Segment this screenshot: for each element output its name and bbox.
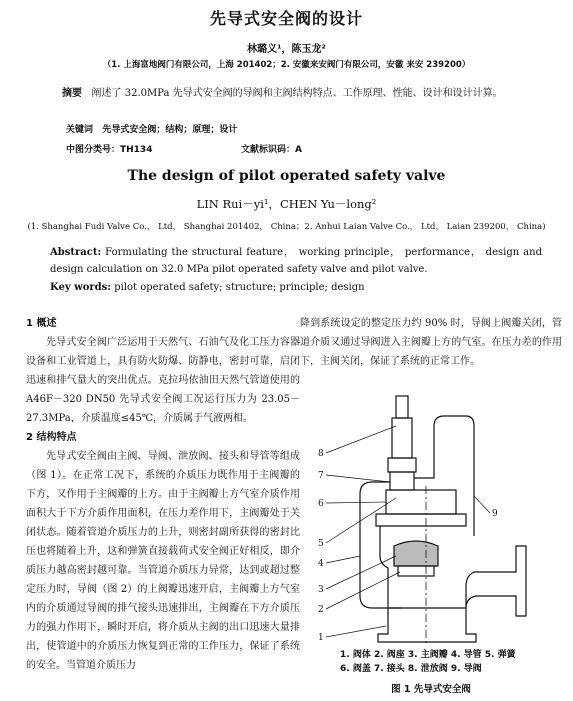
abstract-en <box>50 244 542 278</box>
authors-en: LIN Rui－yi¹，CHEN Yu－long² <box>196 197 377 211</box>
paper-title: 先导式安全阀的设计 <box>209 9 363 28</box>
pilot-cap <box>396 396 408 418</box>
right-column-text: 降到系统设定的整定压力约 90% 时，导阀上阀瓣关闭，管道介质又通过导阀进入主阀瓣上方的气室。在压力差的作用下，主阀关闭，保证了系统的正常工作。 <box>300 318 562 367</box>
inlet-flange <box>378 608 476 642</box>
legend-line-1: 1. 阀体 2. 阀座 3. 主阀瓣 4. 导管 5. 弹簧 <box>340 650 516 660</box>
left-column <box>26 314 300 675</box>
abstract-en-text: Formulating the structural feature， working principle， performance， design and design calculation on 32.0 MPa pilot operated safety valve and pilot valve. <box>50 247 542 275</box>
callout-7: 7 <box>318 471 324 481</box>
paper-title-en: The design of pilot operated safety valve <box>127 168 446 184</box>
abstract-zh-label: 摘要 <box>62 88 82 99</box>
abstract-en-label: Abstract: <box>50 247 102 258</box>
abstract-zh-text: 阐述了 32.0MPa 先导式安全阀的导阀和主阀结构特点、工作原理、性能、设计和设计计算。 <box>91 88 503 99</box>
callout-2: 2 <box>318 605 324 615</box>
callout-5: 5 <box>318 539 324 549</box>
keywords-en <box>50 282 365 293</box>
main-body <box>380 526 526 616</box>
keywords-en-text: pilot operated safety; structure; principle; design <box>114 282 365 293</box>
abstract-zh <box>62 86 552 102</box>
keywords-zh <box>66 122 237 135</box>
callout-9: 9 <box>492 509 498 519</box>
callout-1: 1 <box>318 633 324 643</box>
pilot-lower <box>390 472 414 490</box>
callout-6: 6 <box>318 499 324 509</box>
classification <box>66 142 546 155</box>
section-2-heading: 2 结构特点 <box>26 432 77 443</box>
pilot-nut <box>388 458 416 472</box>
pilot-body <box>392 418 412 458</box>
affiliation-en: (1. Shanghai Fudi Valve Co.， Ltd， Shanghai 201402， China；2. Anhui Laian Valve Co.， Ltd， Laian 239200， China) <box>27 222 546 232</box>
section-1-heading: 1 概述 <box>26 318 57 329</box>
valve-line-art <box>360 396 526 644</box>
section-1-body: 先导式安全阀广泛运用于天然气、石油气及化工压力容器设备和工业管道上，具有防火防爆、防静电，密封可靠，启闭迅速和排气量大的突出优点。克拉玛依油田天然气管道使用的 A46F－320 DN50 先导式安全阀工况运行压力为 23.05－27.3MPa，介质温度≤45℃，介质属于气液两相。 <box>26 337 300 424</box>
main-seat <box>398 566 434 576</box>
keywords-zh-text: 先导式安全阀；结构；原理；设计 <box>102 125 238 135</box>
bonnet-flange <box>376 514 466 526</box>
section-2-body: 先导式安全阀由主阀、导阀、泄放阀、接头和导管等组成（图 1）。在正常工况下，系统的介质压力既作用于主阀瓣的下方，又作用于主阀瓣的上方。由于主阀瓣上方气室介质作用面积大于下方介质作用面积，在压力差作用下，主阀瓣处于关闭状态。随着管道介质压力的上升，则密封副所获得的密封比压也将随着上升，这和弹簧直接载荷式安全阀正好相反，即介质压力越高密封越可靠。当管道介质压力异常，达到或超过整定压力时，导阀（图 2）的上阀瓣迅速开启，主阀瓣上方气室内的介质通过导阀的排气接头迅速排出，主阀瓣在下方介质压力的强力作用下，瞬时开启，将介质从主阀的出口迅速大量排出，使管道中的介质压力恢复到正常的工作压力，保证了系统的安全。当管道介质压力 <box>26 451 300 671</box>
authors: 林璐义¹，陈玉龙² <box>247 44 326 55</box>
legend-line-2: 6. 阀盖 7. 接头 8. 泄放阀 9. 导阀 <box>340 664 482 674</box>
keywords-zh-label: 关键词 <box>66 125 94 135</box>
figure-caption: 图 1 先导式安全阀 <box>391 684 471 695</box>
figure-legend <box>340 648 562 676</box>
valve-drawing <box>316 386 561 646</box>
keywords-en-label: Key words: <box>50 282 111 293</box>
clc-number: 中图分类号：TH134 <box>66 145 153 155</box>
callout-8: 8 <box>318 449 324 459</box>
callout-4: 4 <box>318 559 324 569</box>
document-code: 文献标识码：A <box>241 145 302 155</box>
callout-3: 3 <box>318 585 324 595</box>
bonnet <box>386 490 456 514</box>
pilot-exhaust-pipe <box>414 416 474 536</box>
main-disc <box>394 541 438 566</box>
affiliation: （1. 上海富地阀门有限公司，上海 201402；2. 安徽来安阀门有限公司，安徽 来安 239200） <box>102 60 471 70</box>
